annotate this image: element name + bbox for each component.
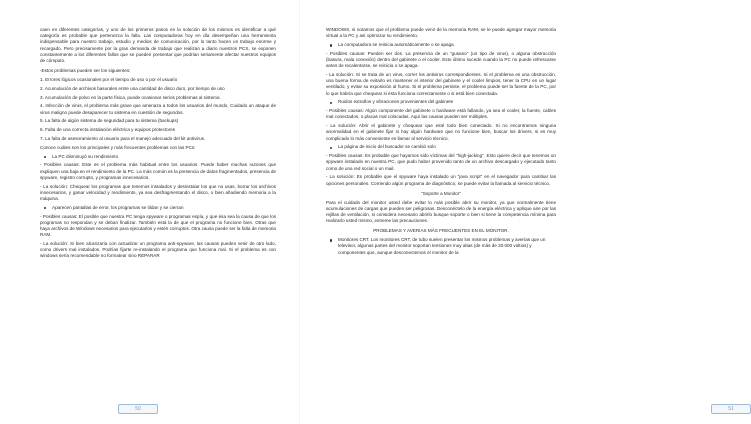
solution-performance: - La solución: Chequear los programas que tenemos instalados y desinstalar los que no usas, borrar los archivos innecesarios, y ganar velocidad y rendimiento, ya sea desfragmentando el disco, o bien añadiendo memoria a la máquina. <box>40 183 276 201</box>
solution-noises: - La solución: Abrir el gabinete y chequear que esté todo bien conectado. Si no encontramos ninguna anormalidad en el gabinete fijar si hay algún hardware que no funcione bien, buscar los drivers, si es muy complicado lo más conveniente es llamar al servicio técnico. <box>326 123 556 141</box>
bullet-crt-monitors: Monitores CRT. Los monitores CRT, de tubo suelen presentar los mismos problemas y averías que un televisor, algunas partes del monitor soportan tensiones muy altas (de más de 20.000 voltios) y componentes que, aunque desconectemos el monitor de la <box>326 237 556 256</box>
problems-list-intro: -Estos problemas pueden ser los siguientes: <box>40 68 131 74</box>
numbered-item-1: 1. Errores lógicos ocasionales por el tiempo de uso o por el usuario <box>40 77 178 83</box>
solution-error-screens: - La solución: Si bien alcanzaría con actualizar un programa anti-spyware, las causas pueden venir de otro lado, como drivers mal instalados. Podrías fijarte re-instalando el programa que funciona mal. Si el problema es con windows sería recomendable no formatear sino REPARAR <box>40 241 276 259</box>
numbered-item-6: 6. Falta de una correcta instalación eléctrica y equipos protectores <box>40 127 176 133</box>
monitor-care-paragraph: Para el cuidado del monitor usted debe evitar lo más posible abrir su monitor, ya que normalmente tiene acumulaciones de cargas que pueden ser peligrosas. Desconéctelo de la energía eléctrica y aplique aire por las rejillas de ventilación, si considera necesario abrirlo busque soporte o bien si tiene la competencia mínima para realizarlo usted mismo, extreme las precauciones. <box>326 199 556 224</box>
numbered-item-7: 7. La falta de asesoramiento al usuario para el manejo adecuado del kit antivirus. <box>40 136 206 141</box>
numbered-item-5: 5. La falta de algún sistema de seguridad para tu sistema (backups) <box>40 118 179 124</box>
page-number-right: 51 <box>711 404 751 414</box>
bullet-error-screens: Aparecen pantallas de error, los programas se tildan y se cierran <box>40 205 276 211</box>
page-number-left: 50 <box>118 404 158 414</box>
causes-noises: - Posibles causas: Algún componente del gabinete o hardware está fallando, ya sea el cooler, la fuente, cables mal conectados, o placas mal colocadas. Aquí las causas pueden ser múltiples. <box>326 108 556 120</box>
right-intro-paragraph: WINDOWS, si notamos que el problema puede venir de la memoria RAM, se le puede agregar mayor memoria virtual a la PC y así optimizar su rendimiento. <box>326 27 556 39</box>
solution-homepage: - La solución: Es probable que el spyware haya instalado un "java script" en el navegador para cambiar las opciones personales. Corriendo algún programa de diagnóstico, se puede evitar la llamada al servicio técnico. <box>326 174 556 186</box>
numbered-item-2: 2. Acumulación de archivos basurales entre una cantidad de disco duro, por tiempo de uso <box>40 85 225 91</box>
monitor-problems-heading: PROBLEMAS Y AVERIAS MÁS FRECUENTES EN EL MONITOR. <box>373 228 509 234</box>
left-intro-paragraph: caen en diferentes categorías, y uno de los primeros pasos en la solución de los mismos es identificar a qué categoría es probable que pertenezca la falla. Las computadoras hoy en día desempeñan una herramienta indispensable para nuestro trabajo, estudio y medios de comunicación, por lo tanto hacen un trabajo enorme y recargado. Pero precisamente por la gran demanda de trabajo que realizan a diario nuestros PCS, se exponen constantemente a los diferentes fallos que se pueden presentar que podrían seriamente afectar nuestros equipos de cómputo. <box>40 27 276 64</box>
causes-restart: - Posibles causas: Pueden ser dos. La presencia de un "gusano" (un tipo de virus), o alguna obstrucción (basura, mala conexión) dentro del gabinete o el cooler. Esto último sucede cuando la PC no puede refrescarse antes de recalentarse, se reinicia o se apaga. <box>326 50 556 69</box>
left-page <box>0 0 300 424</box>
frequent-problems-intro: Conoce cuáles son los principales y más frecuentes problemas con las PCs: <box>40 144 196 150</box>
bullet-restart: La computadora se reinicia automáticamente o se apaga <box>326 42 556 48</box>
causes-performance: - Posibles causas: Este es el problema más habitual entre los usuarios. Puede haber muchas razones que expliquen una baja en el rendimiento de la PC. La más común es la presencia de datos fragmentados, presencia de spyware, registro corrupto, y programas innecesarios. <box>40 162 276 180</box>
causes-homepage: - Posibles causas: Es probable que hayamos sido víctimas del "high-jacking". Esto quiere decir que tenemos un spyware instalado en nuestra PC, que pudo haber provenido tanto de un archivo descargado y ejecutado tanto como de una red social o un mail. <box>326 153 556 171</box>
numbered-item-3: 3. Acumulación de polvo en la parte física, puede ocasionar serios problemas al sistema <box>40 94 220 100</box>
solution-restart: - La solución: Si se trata de un virus, correr los antivirus correspondientes. Si el problema es una obstrucción, una buena forma de evitarlo es mantener el interior del gabinete y el cooler limpios, tener la CPU en un lugar ventilado, y evitar su exposición al humo. Si el problema persiste, el problema puede ser la fuente de la PC, por lo que habría que chequear si ésta funciona correctamente o si está bien conectada. <box>326 72 556 96</box>
bullet-homepage: La página de inicio del buscador se cambió solo <box>326 144 556 150</box>
bullet-noises: Ruidos extraños y vibraciones provenientes del gabinete <box>326 99 556 105</box>
monitor-support-heading: "Soporte a Monitor" <box>421 190 461 196</box>
numbered-item-4: 4. Infección de virus, el problema más grave que amenaza a todos los usuarios del mundo, Cuidado un ataque de virus maligno puede desaparecer tu sistema en cuestión de segundos. <box>40 103 276 115</box>
causes-error-screens: - Posibles causas: El posible que nuestra PC tenga spyware o programas espía, y que ésa sea la causa de que los programas no respondan y se deban finalizar. También está la de que el programa no funcione bien. Otras que haya archivos de Windows necesarios para ejecutarlos y estén corruptos. Otra causa puede ser la falta de memoria RAM. <box>40 213 276 238</box>
right-page <box>300 0 734 424</box>
bullet-performance: La PC disminuyó su rendimiento <box>40 154 276 160</box>
